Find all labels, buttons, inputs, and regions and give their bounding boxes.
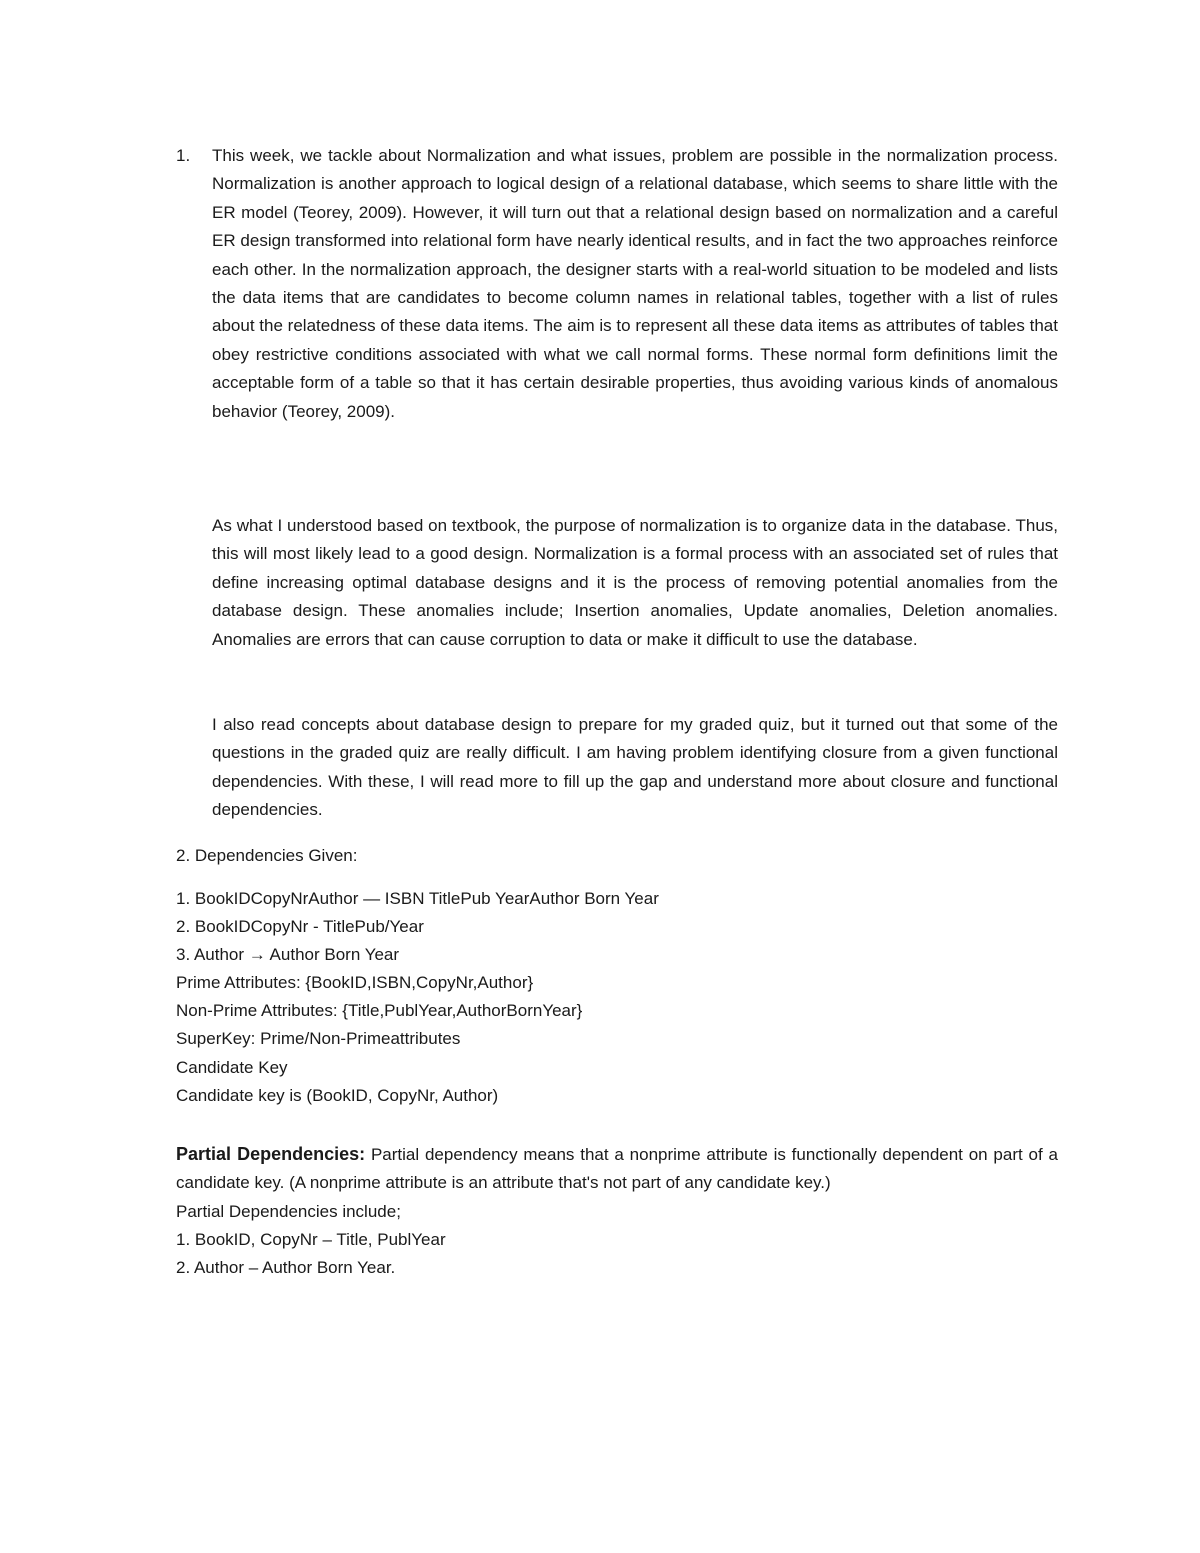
dependencies-heading: 2. Dependencies Given: — [176, 846, 358, 865]
quiz-paragraph: I also read concepts about database design to prepare for my graded quiz, but it turned out that some of the questions in the graded quiz are really difficult. I am having problem identifying closure from a given functional dependencies. With these, I will read more to fill up the gap and understand more about closure and functional dependencies. — [212, 715, 1058, 820]
partial-list — [176, 1198, 1058, 1282]
purpose-paragraph: As what I understood based on textbook, the purpose of normalization is to organize data in the database. Thus, this will most likely lead to a good design. Normalization is a formal process with an associated set of rules that define increasing optimal database designs and it is the process of removing potential anomalies from the database design. These anomalies include; Insertion anomalies, Update anomalies, Deletion anomalies. Anomalies are errors that can cause corruption to data or make it difficult to use the database. — [212, 516, 1058, 649]
list-item: 2. BookIDCopyNr - TitlePub/Year — [176, 917, 424, 937]
list-item: 2. Author – Author Born Year. — [176, 1258, 396, 1277]
list-item: Prime Attributes: {BookID,ISBN,CopyNr,Author} — [176, 973, 534, 993]
list-item: Candidate Key — [176, 1057, 288, 1077]
list-item: Non-Prime Attributes: {Title,PublYear,AuthorBornYear} — [176, 1001, 583, 1021]
partial-dependencies-section — [176, 1140, 1058, 1282]
partial-title: Partial Dependencies: — [176, 1144, 366, 1164]
partial-include-label: Partial Dependencies include; — [176, 1201, 401, 1221]
partial-definition-text: Partial dependency means that a nonprime attribute is functionally dependent on part of a candidate key. (A nonprime attribute is an attribute that's not part of any candidate key.) — [176, 1145, 1058, 1193]
list-number: 1. — [176, 146, 191, 165]
dependencies-list — [176, 885, 1058, 1110]
list-item: Candidate key is (BookID, CopyNr, Author) — [176, 1085, 499, 1105]
list-item: 1. BookID, CopyNr – Title, PublYear — [176, 1229, 446, 1249]
list-item: 3. Author → Author Born Year — [176, 945, 400, 965]
normalization-paragraph: This week, we tackle about Normalization and what issues, problem are possible in the normalization process. Normalization is another approach to logical design of a relational database, which seems to share little with the ER model (Teorey, 2009). However, it will turn out that a relational design based on normalization and a careful ER design transformed into relational form have nearly identical results, and in fact the two approaches reinforce each other. In the normalization approach, the designer starts with a real-world situation to be modeled and lists the data items that are candidates to become column names in relational tables, together with a list of rules about the relatedness of these data items. The aim is to represent all these data items as attributes of tables that obey restrictive conditions associated with what we call normal forms. These normal form definitions limit the acceptable form of a table so that it has certain desirable properties, thus avoiding various kinds of anomalous behavior (Teorey, 2009). — [212, 146, 1058, 421]
list-item: 1. BookIDCopyNrAuthor — ISBN TitlePub YearAuthor Born Year — [176, 889, 659, 908]
partial-definition — [176, 1140, 1058, 1198]
list-item: SuperKey: Prime/Non-Primeattributes — [176, 1029, 461, 1049]
